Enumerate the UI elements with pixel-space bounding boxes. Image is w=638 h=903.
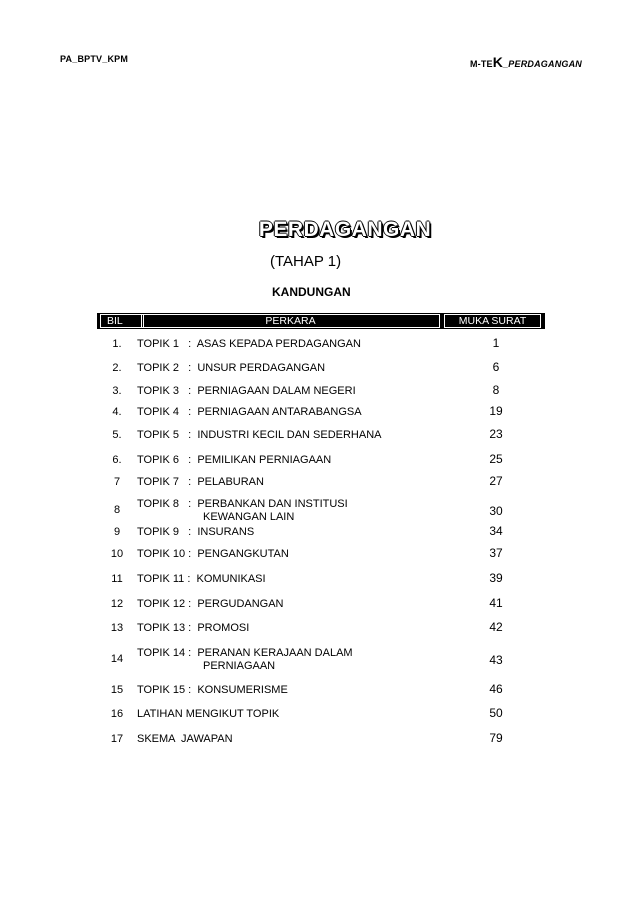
row-perkara-line2: PERNIAGAAN	[203, 660, 276, 672]
row-perkara	[137, 708, 447, 721]
row-perkara-line1: TOPIK 10 : PENGANGKUTAN	[137, 548, 289, 560]
row-muka-surat: 8	[492, 383, 500, 397]
row-perkara-line1: TOPIK 4 : PERNIAGAAN ANTARABANGSA	[137, 406, 362, 418]
row-muka-surat: 79	[489, 731, 503, 745]
row-bil: 9	[113, 526, 121, 538]
row-bil: 13	[110, 622, 124, 634]
header-right	[470, 54, 582, 70]
row-perkara-line1: TOPIK 8 : PERBANKAN DAN INSTITUSI	[137, 498, 348, 510]
row-perkara	[137, 573, 447, 586]
row-bil: 6.	[112, 454, 122, 466]
row-muka-surat: 30	[489, 504, 503, 518]
row-bil: 2.	[112, 362, 122, 374]
row-perkara	[137, 647, 447, 673]
header-muka-surat: MUKA SURAT	[444, 314, 541, 328]
row-perkara	[137, 406, 447, 419]
row-muka-surat: 25	[489, 452, 503, 466]
row-perkara	[137, 598, 447, 611]
row-perkara-line1: TOPIK 12 : PERGUDANGAN	[137, 598, 284, 610]
header-bil: BIL	[100, 314, 144, 328]
header-perkara: PERKARA	[141, 314, 440, 328]
row-perkara	[137, 526, 447, 539]
row-perkara-line1: TOPIK 9 : INSURANS	[137, 526, 255, 538]
row-perkara-line1: TOPIK 11 : KOMUNIKASI	[137, 573, 266, 585]
row-perkara	[137, 733, 447, 746]
row-perkara-line1: TOPIK 3 : PERNIAGAAN DALAM NEGERI	[137, 385, 356, 397]
row-muka-surat: 27	[489, 474, 503, 488]
row-bil: 5.	[112, 429, 122, 441]
table-header	[97, 313, 545, 329]
row-bil: 11	[111, 573, 123, 585]
row-perkara	[137, 476, 447, 489]
row-bil: 14	[110, 653, 124, 665]
page-subtitle: (TAHAP 1)	[270, 253, 342, 270]
row-muka-surat: 46	[489, 682, 503, 696]
header-left: PA_BPTV_KPM	[60, 54, 129, 64]
row-bil: 3.	[112, 385, 122, 397]
section-heading: KANDUNGAN	[272, 285, 351, 299]
header-right-suffix: _PERDAGANGAN	[503, 59, 582, 69]
row-perkara-line2: KEWANGAN LAIN	[203, 511, 295, 523]
row-bil: 12	[110, 598, 124, 610]
row-muka-surat: 19	[489, 404, 503, 418]
row-bil: 17	[110, 733, 124, 745]
row-perkara-line1: TOPIK 6 : PEMILIKAN PERNIAGAAN	[137, 454, 332, 466]
row-muka-surat: 1	[492, 336, 500, 350]
row-perkara-line1: SKEMA JAWAPAN	[137, 733, 233, 745]
row-bil: 1.	[112, 338, 122, 350]
row-perkara-line1: TOPIK 14 : PERANAN KERAJAAN DALAM	[137, 647, 353, 659]
row-perkara-line1: TOPIK 7 : PELABURAN	[137, 476, 264, 488]
row-bil: 8	[113, 504, 121, 516]
row-perkara	[137, 338, 447, 351]
row-perkara-line1: LATIHAN MENGIKUT TOPIK	[137, 708, 280, 720]
row-perkara	[137, 429, 447, 442]
row-bil: 7	[113, 476, 121, 488]
row-perkara-line1: TOPIK 5 : INDUSTRI KECIL DAN SEDERHANA	[137, 429, 382, 441]
row-perkara	[137, 362, 447, 375]
row-bil: 4.	[112, 406, 122, 418]
row-muka-surat: 41	[489, 596, 503, 610]
row-perkara	[137, 385, 447, 398]
row-muka-surat: 43	[489, 653, 503, 667]
page-title: PERDAGANGAN	[258, 218, 432, 241]
row-muka-surat: 23	[489, 427, 503, 441]
row-perkara-line1: TOPIK 13 : PROMOSI	[137, 622, 250, 634]
row-perkara-line1: TOPIK 1 : ASAS KEPADA PERDAGANGAN	[137, 338, 361, 350]
row-bil: 15	[110, 684, 124, 696]
row-bil: 10	[110, 548, 124, 560]
row-muka-surat: 50	[489, 706, 503, 720]
row-muka-surat: 34	[489, 524, 503, 538]
row-perkara	[137, 454, 447, 467]
header-right-big: K	[492, 54, 504, 70]
header-right-prefix: M-TE	[469, 59, 493, 69]
row-perkara-line1: TOPIK 2 : UNSUR PERDAGANGAN	[137, 362, 326, 374]
row-muka-surat: 6	[492, 360, 500, 374]
row-perkara	[137, 684, 447, 697]
row-perkara	[137, 622, 447, 635]
row-muka-surat: 42	[489, 620, 503, 634]
row-perkara	[137, 498, 447, 524]
row-bil: 16	[110, 708, 124, 720]
row-muka-surat: 37	[489, 546, 503, 560]
row-perkara	[137, 548, 447, 561]
row-perkara-line1: TOPIK 15 : KONSUMERISME	[137, 684, 288, 696]
row-muka-surat: 39	[489, 571, 503, 585]
